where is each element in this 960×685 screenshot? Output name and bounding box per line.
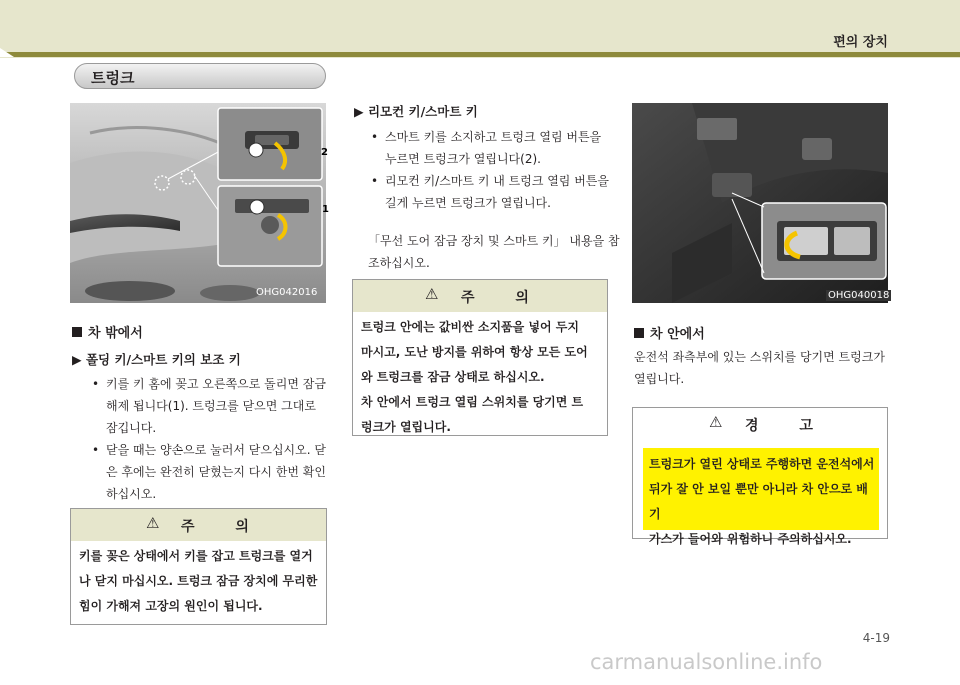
page-number: 4-19 bbox=[862, 631, 890, 645]
bullet-item: • 키를 키 홈에 꽂고 오른쪽으로 돌리면 잠금 해제 됩니다(1). 트렁크를 닫으면 그대로 잠깁니다. bbox=[106, 373, 326, 439]
warning-title: 경 고 bbox=[745, 418, 831, 434]
caution-title: 주 의 bbox=[181, 519, 267, 535]
callout-number-1: 1 bbox=[322, 204, 329, 215]
triangle-arrow-icon: ▶ bbox=[72, 352, 86, 367]
callout-number-2: 2 bbox=[321, 147, 328, 158]
caution-title: 주 의 bbox=[461, 290, 547, 306]
sub-heading-inside: 차 안에서 bbox=[634, 323, 705, 342]
photo-code: OHG042016 bbox=[256, 287, 318, 298]
watermark: carmanualsonline.info bbox=[590, 650, 823, 674]
bullet-item: • 스마트 키를 소지하고 트렁크 열림 버튼을 누르면 트렁크가 열립니다(2). bbox=[385, 126, 601, 170]
arrow-heading-folding-key: ▶ 폴딩 키/스마트 키의 보조 키 bbox=[72, 352, 241, 367]
page-header bbox=[0, 0, 960, 58]
warning-text: 트렁크가 열린 상태로 주행하면 운전석에서 뒤가 잘 안 보일 뿐만 아니라 차 안으로 배기 가스가 들어와 위험하니 주의하십시오. bbox=[649, 457, 875, 546]
trunk-exterior-illustration bbox=[70, 103, 326, 303]
caution-box-middle bbox=[352, 279, 608, 436]
bullet-item: • 리모컨 키/스마트 키 내 트렁크 열림 버튼을 길게 누르면 트렁크가 열립니다. bbox=[385, 170, 609, 214]
square-bullet-icon bbox=[72, 327, 82, 337]
bullet-dot-icon: • bbox=[371, 130, 379, 144]
caution-text: 키를 꽂은 상태에서 키를 잡고 트렁크를 열거 나 닫지 마십시오. 트렁크 잠금 장치에 무리한 힘이 가해져 고장의 원인이 됩니다. bbox=[79, 549, 318, 613]
warning-highlight bbox=[643, 448, 879, 546]
warning-triangle-icon: ⚠ bbox=[146, 514, 160, 532]
bullet-item: • 닫을 때는 양손으로 눌러서 닫으십시오. 닫 은 후에는 완전히 닫혔는지 다시 한번 확인 하십시오. bbox=[106, 439, 326, 505]
bullet-dot-icon: • bbox=[92, 443, 100, 457]
caution-text: 트렁크 안에는 값비싼 소지품을 넣어 두지 마시고, 도난 방지를 위하여 항상 모든 도어 와 트렁크를 잠금 상태로 하십시오. 차 안에서 트렁크 열림 스위치를 당기면 트 렁크가 열립니다. bbox=[361, 320, 588, 434]
caution-box-left bbox=[70, 508, 327, 625]
triangle-arrow-icon: ▶ bbox=[354, 104, 368, 119]
caution-header bbox=[71, 509, 326, 541]
reference-note: 「무선 도어 잠금 장치 및 스마트 키」 내용을 참 조하십시오. bbox=[368, 234, 620, 270]
header-rule bbox=[0, 52, 960, 57]
chapter-title: 편의 장치 bbox=[833, 35, 888, 50]
trunk-interior-switch-photo bbox=[632, 103, 888, 303]
header-notch bbox=[0, 48, 14, 57]
warning-box bbox=[632, 407, 888, 546]
square-bullet-icon bbox=[634, 328, 644, 338]
bullet-dot-icon: • bbox=[371, 174, 379, 188]
bullet-dot-icon: • bbox=[92, 377, 100, 391]
trunk-exterior-photo bbox=[70, 103, 329, 303]
warning-triangle-icon: ⚠ bbox=[425, 285, 439, 303]
inside-body-text: 운전석 좌측부에 있는 스위치를 당기면 트렁크가 열립니다. bbox=[634, 350, 885, 386]
warning-header bbox=[633, 408, 887, 440]
sub-heading-outside: 차 밖에서 bbox=[72, 322, 143, 341]
section-title: 트렁크 bbox=[91, 69, 135, 87]
photo-code: OHG040018 bbox=[828, 290, 890, 301]
warning-triangle-icon: ⚠ bbox=[709, 413, 723, 431]
caution-header bbox=[353, 280, 607, 312]
trunk-interior-illustration bbox=[632, 103, 888, 303]
arrow-heading-remote-key: ▶ 리모컨 키/스마트 키 bbox=[354, 104, 478, 119]
section-title-pill bbox=[74, 63, 326, 89]
